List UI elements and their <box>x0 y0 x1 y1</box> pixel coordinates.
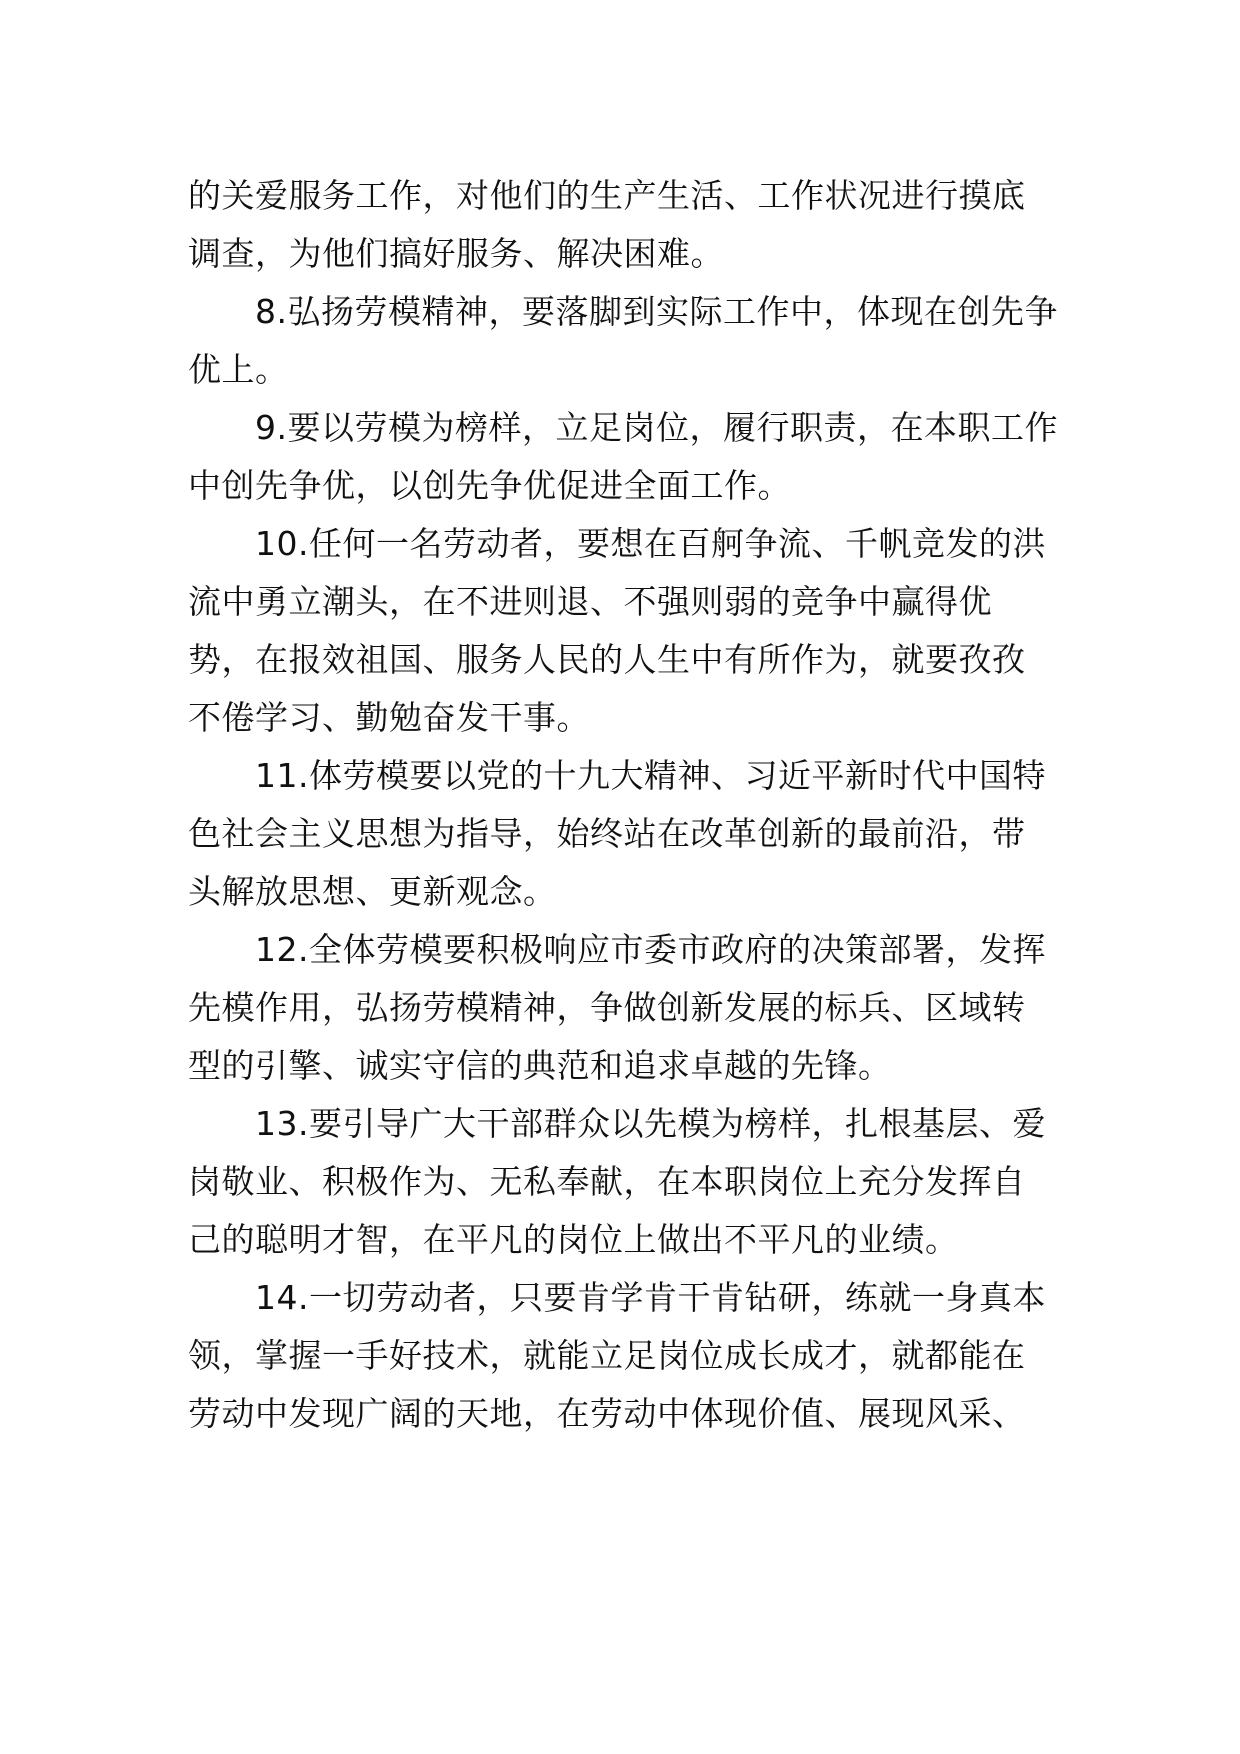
paragraph-8-line: 8.弘扬劳模精神，要落脚到实际工作中，体现在创先争 <box>255 292 1058 331</box>
text-line: 领，掌握一手好技术，就能立足岗位成长成才，就都能在 <box>188 1336 1026 1375</box>
text-line: 岗敬业、积极作为、无私奉献，在本职岗位上充分发挥自 <box>188 1162 1026 1201</box>
text-line: 优上。 <box>188 350 289 389</box>
text-line: 流中勇立潮头，在不进则退、不强则弱的竞争中赢得优 <box>188 582 992 621</box>
text-line: 头解放思想、更新观念。 <box>188 872 557 911</box>
paragraph-10-line: 10.任何一名劳动者，要想在百舸争流、千帆竞发的洪 <box>255 524 1046 563</box>
paragraph-11-line: 11.体劳模要以党的十九大精神、习近平新时代中国特 <box>255 756 1046 795</box>
text-line: 劳动中发现广阔的天地，在劳动中体现价值、展现风采、 <box>188 1394 1026 1433</box>
text-line: 型的引擎、诚实守信的典范和追求卓越的先锋。 <box>188 1046 892 1085</box>
paragraph-12-line: 12.全体劳模要积极响应市委市政府的决策部署，发挥 <box>255 930 1046 969</box>
paragraph-13-line: 13.要引导广大干部群众以先模为榜样，扎根基层、爱 <box>255 1104 1046 1143</box>
text-line: 己的聪明才智，在平凡的岗位上做出不平凡的业绩。 <box>188 1220 959 1259</box>
paragraph-14-line: 14.一切劳动者，只要肯学肯干肯钻研，练就一身真本 <box>255 1278 1046 1317</box>
text-line: 势，在报效祖国、服务人民的人生中有所作为，就要孜孜 <box>188 640 1026 679</box>
text-line: 的关爱服务工作，对他们的生产生活、工作状况进行摸底 <box>188 176 1026 215</box>
text-line: 先模作用，弘扬劳模精神，争做创新发展的标兵、区域转 <box>188 988 1026 1027</box>
text-line: 不倦学习、勤勉奋发干事。 <box>188 698 590 737</box>
paragraph-9-line: 9.要以劳模为榜样，立足岗位，履行职责，在本职工作 <box>255 408 1058 447</box>
text-line: 中创先争优，以创先争优促进全面工作。 <box>188 466 791 505</box>
text-line: 调查，为他们搞好服务、解决困难。 <box>188 234 724 273</box>
text-line: 色社会主义思想为指导，始终站在改革创新的最前沿，带 <box>188 814 1026 853</box>
